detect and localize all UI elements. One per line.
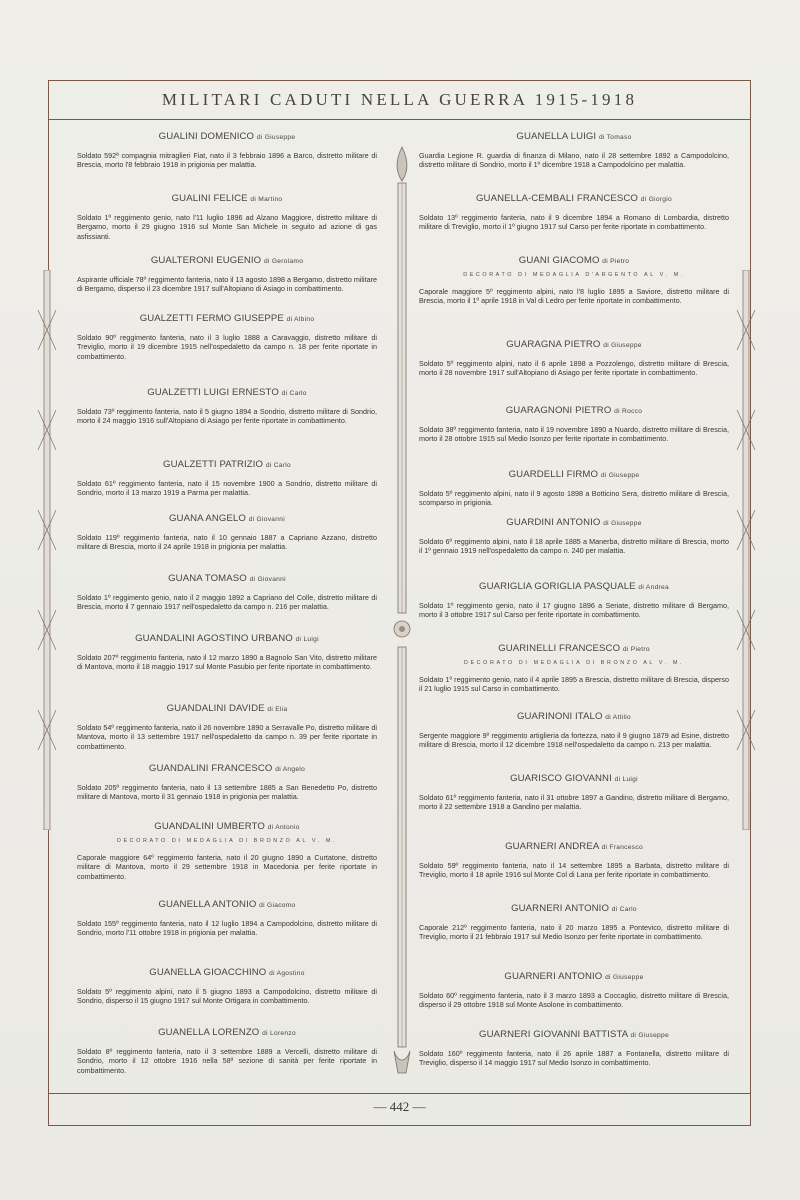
- soldier-description: Soldato 160º reggimento fanteria, nato il 26 aprile 1887 a Fontanella, distretto militare di Treviglio, disperso il 14 maggio 1917 sul Medio Isonzo in combattimento.: [419, 1049, 729, 1068]
- soldier-description: Soldato 207º reggimento fanteria, nato il 12 marzo 1890 a Bagnolo San Vito, distretto militare di Mantova, morto il 18 maggio 1917 sul Monte Pasubio per ferite riportate in combattimento.: [77, 653, 377, 672]
- soldier-name-text: GUARDINI ANTONIO: [506, 517, 601, 528]
- soldier-parent: di Giovanni: [248, 516, 285, 523]
- soldier-name-text: GUANDALINI FRANCESCO: [148, 763, 273, 774]
- soldier-description: Soldato 1º reggimento genio, nato il 17 giugno 1896 a Seriate, distretto militare di Bergamo, morto il 3 ottobre 1917 sul Carso per ferite riportate in combattimento.: [419, 601, 729, 620]
- page-title: MILITARI CADUTI NELLA GUERRA 1915-1918: [161, 90, 638, 109]
- list-item: [77, 313, 377, 361]
- soldier-parent: di Luigi: [614, 776, 638, 783]
- soldier-parent: di Giuseppe: [605, 974, 644, 981]
- soldier-description: Soldato 90º reggimento fanteria, nato il 3 luglio 1888 a Caravaggio, distretto militare di Treviglio, morto il 19 dicembre 1915 nell'ospedaletto da campo n. 18 per ferite riportate in combattimento.: [77, 333, 377, 361]
- soldier-description: Soldato 1º reggimento genio, nato l'11 luglio 1896 ad Alzano Maggiore, distretto militare di Bergamo, morto il 29 giugno 1916 sul Monte San Michele in seguito ad azione di gas asfissianti.: [77, 213, 377, 241]
- soldier-description: Soldato 592ª compagnia mitraglieri Fiat, nato il 3 febbraio 1896 a Barco, distretto militare di Brescia, morto l'8 febbraio 1918 in prigionia per malattia.: [77, 151, 377, 170]
- list-item: [77, 573, 377, 612]
- soldier-description: Soldato 5º reggimento alpini, nato il 9 agosto 1898 a Botticino Sera, distretto militare di Brescia, scomparso in prigionia.: [419, 489, 729, 508]
- soldier-description: Aspirante ufficiale 78º reggimento fanteria, nato il 13 agosto 1898 a Bergamo, distretto militare di Bergamo, disperso il 23 dicembre 1917 sull'Altopiano di Asiago in combattimento.: [77, 275, 377, 294]
- list-item: [77, 633, 377, 672]
- soldier-name-text: GUANA ANGELO: [169, 513, 246, 524]
- soldier-name: [77, 763, 377, 774]
- soldier-name: [77, 193, 377, 204]
- soldier-parent: di Giacomo: [259, 902, 296, 909]
- list-item: [77, 193, 377, 241]
- soldier-parent: di Pietro: [602, 258, 630, 265]
- list-item: [419, 643, 729, 694]
- soldier-name: [419, 339, 729, 350]
- soldier-name-text: GUALINI DOMENICO: [158, 131, 255, 142]
- soldier-name: [77, 313, 377, 324]
- soldier-name: [419, 131, 729, 142]
- soldier-description: Sergente maggiore 9º reggimento artiglieria da fortezza, nato il 9 giugno 1879 ad Esine, distretto militare di Brescia, morto il 12 dicembre 1918 nell'ospedaletto da campo n. 213 per malattia.: [419, 731, 729, 750]
- list-item: [77, 703, 377, 751]
- page-frame: [48, 80, 751, 1126]
- soldier-name: [419, 711, 729, 722]
- soldier-description: Caporale maggiore 64º reggimento fanteria, nato il 20 giugno 1890 a Curtatone, distretto militare di Mantova, morto il 29 settembre 1918 in Macedonia per ferite riportate in combattimento.: [77, 853, 377, 881]
- soldier-name-text: GUANELLA-CEMBALI FRANCESCO: [476, 193, 638, 204]
- soldier-parent: di Giuseppe: [603, 520, 642, 527]
- soldier-parent: di Lorenzo: [262, 1030, 296, 1037]
- soldier-name-text: GUARDELLI FIRMO: [508, 469, 599, 480]
- soldier-description: Soldato 155º reggimento fanteria, nato il 12 luglio 1894 a Campodolcino, distretto militare di Sondrio, morto l'11 ottobre 1918 in prigionia per malattia.: [77, 919, 377, 938]
- soldier-parent: di Attilio: [605, 714, 632, 721]
- soldier-name: [77, 131, 377, 142]
- soldier-description: Soldato 1º reggimento genio, nato il 2 maggio 1892 a Capriano del Colle, distretto militare di Brescia, morto il 7 gennaio 1917 nell'ospedaletto da campo n. 216 per malattia.: [77, 593, 377, 612]
- soldier-parent: di Carlo: [611, 906, 637, 913]
- soldier-parent: di Angelo: [275, 766, 306, 773]
- soldier-parent: di Giuseppe: [630, 1032, 669, 1039]
- list-item: [419, 339, 729, 378]
- soldier-name-text: GUANI GIACOMO: [518, 255, 600, 266]
- list-item: [77, 513, 377, 552]
- soldier-name: [419, 581, 729, 592]
- list-item: [419, 711, 729, 750]
- soldier-name: [419, 773, 729, 784]
- soldier-name-text: GUALZETTI LUIGI ERNESTO: [147, 387, 279, 398]
- fasces-ornament-icon: [392, 141, 412, 1081]
- soldier-parent: di Elia: [267, 706, 288, 713]
- soldier-parent: di Agostino: [269, 970, 305, 977]
- list-item: [419, 581, 729, 620]
- soldier-description: Soldato 73º reggimento fanteria, nato il 5 giugno 1894 a Sondrio, distretto militare di Sondrio, morto il 24 maggio 1916 sull'Altopiano di Asiago per ferite riportate in combattimento.: [77, 407, 377, 426]
- soldier-name-text: GUARINONI ITALO: [516, 711, 603, 722]
- soldier-parent: di Andrea: [638, 584, 669, 591]
- soldier-description: Soldato 38º reggimento fanteria, nato il 19 novembre 1890 a Nuardo, distretto militare di Brescia, morto il 28 ottobre 1915 sul Medio Isonzo per ferite riportate in combattimento.: [419, 425, 729, 444]
- list-item: [77, 255, 377, 294]
- list-item: [77, 387, 377, 426]
- list-item: [77, 821, 377, 881]
- soldier-description: Soldato 8º reggimento fanteria, nato il 3 settembre 1889 a Vercelli, distretto militare di Sondrio, morto il 12 ottobre 1916 nella 58ª sezione di sanità per ferite riportate in combattimento.: [77, 1047, 377, 1075]
- soldier-parent: di Pietro: [622, 646, 650, 653]
- soldier-description: Soldato 60º reggimento fanteria, nato il 3 marzo 1893 a Coccaglio, distretto militare di Brescia, disperso il 29 ottobre 1918 sul Monte Asolone in combattimento.: [419, 991, 729, 1010]
- soldier-name: [419, 1029, 729, 1040]
- soldier-description: Soldato 6º reggimento alpini, nato il 18 aprile 1885 a Manerba, distretto militare di Brescia, morto il 1º gennaio 1919 nell'ospedaletto da campo n. 240 per malattia.: [419, 537, 729, 556]
- soldier-name-text: GUALZETTI FERMO GIUSEPPE: [139, 313, 284, 324]
- soldier-name: [419, 643, 729, 654]
- soldier-name: [77, 459, 377, 470]
- page-header: [49, 81, 750, 120]
- soldier-name-text: GUARNERI ANTONIO: [504, 971, 603, 982]
- soldier-name: [77, 387, 377, 398]
- soldier-name-text: GUANELLA LUIGI: [516, 131, 597, 142]
- list-item: [419, 405, 729, 444]
- list-item: [419, 193, 729, 232]
- right-fasces-icon: [735, 270, 757, 830]
- soldier-description: Soldato 119º reggimento fanteria, nato il 10 gennaio 1887 a Capriano Azzano, distretto militare di Brescia, morto il 24 aprile 1918 in prigionia per malattia.: [77, 533, 377, 552]
- soldier-parent: di Giuseppe: [256, 134, 296, 141]
- list-item: [419, 255, 729, 306]
- soldier-name-text: GUARNERI GIOVANNI BATTISTA: [479, 1029, 628, 1040]
- list-item: [77, 1027, 377, 1075]
- soldier-name: [419, 255, 729, 266]
- soldier-name-text: GUANA TOMASO: [168, 573, 247, 584]
- soldier-parent: di Tomaso: [598, 134, 632, 141]
- list-item: [419, 469, 729, 508]
- soldier-name-text: GUANELLA GIOACCHINO: [149, 967, 267, 978]
- soldier-description: Caporale 212º reggimento fanteria, nato il 20 marzo 1895 a Pontevico, distretto militare di Treviglio, morto il 21 febbraio 1917 sul Medio Isonzo per ferite riportate in combattimento.: [419, 923, 729, 942]
- soldier-name-text: GUALZETTI PATRIZIO: [163, 459, 264, 470]
- soldier-name-text: GUARAGNA PIETRO: [506, 339, 601, 350]
- soldier-name: [77, 967, 377, 978]
- list-item: [419, 517, 729, 556]
- soldier-name: [77, 899, 377, 910]
- list-item: [77, 899, 377, 938]
- honor-decoration: DECORATO DI MEDAGLIA DI BRONZO AL V. M.: [116, 838, 338, 844]
- soldier-name-text: GUANDALINI DAVIDE: [166, 703, 265, 714]
- list-item: [77, 459, 377, 498]
- soldier-name: [77, 255, 377, 266]
- soldier-name: [419, 903, 729, 914]
- soldier-name: [419, 469, 729, 480]
- soldier-name-text: GUALTERONI EUGENIO: [150, 255, 262, 266]
- soldier-name: [419, 193, 729, 204]
- soldier-parent: di Martino: [250, 196, 283, 203]
- soldier-parent: di Francesco: [601, 844, 643, 851]
- soldier-parent: di Giuseppe: [600, 472, 640, 479]
- soldier-parent: di Antonio: [267, 824, 300, 831]
- soldier-name-text: GUARNERI ANDREA: [505, 841, 599, 852]
- soldier-name: [77, 633, 377, 644]
- soldier-name: [419, 841, 729, 852]
- soldier-description: Soldato 5º reggimento alpini, nato il 5 giugno 1893 a Campodolcino, distretto militare di Sondrio, disperso il 15 giugno 1917 sul Monte Ortigara in combattimento.: [77, 987, 377, 1006]
- soldier-parent: di Carlo: [281, 390, 307, 397]
- list-item: [419, 1029, 729, 1068]
- honor-decoration: DECORATO DI MEDAGLIA D'ARGENTO AL V. M.: [463, 272, 685, 278]
- soldier-description: Soldato 61º reggimento fanteria, nato il 15 novembre 1900 a Sondrio, distretto militare di Sondrio, morto il 13 marzo 1919 a Parma per malattia.: [77, 479, 377, 498]
- soldier-name: [77, 1027, 377, 1038]
- soldier-name: [77, 513, 377, 524]
- list-item: [419, 971, 729, 1010]
- soldier-name-text: GUARINELLI FRANCESCO: [498, 643, 621, 654]
- soldier-description: Soldato 5º reggimento alpini, nato il 6 aprile 1898 a Pozzolengo, distretto militare di Brescia, morto il 28 novembre 1917 sull'Altopiano di Asiago per ferite riportate in combattimento.: [419, 359, 729, 378]
- soldier-parent: di Albino: [286, 316, 315, 323]
- soldier-description: Soldato 13º reggimento fanteria, nato il 9 dicembre 1894 a Romano di Lombardia, distretto militare di Treviglio, morto il 1º giugno 1917 sul Carso per ferite riportate in combattimento.: [419, 213, 729, 232]
- list-item: [419, 773, 729, 812]
- soldier-parent: di Giovanni: [249, 576, 286, 583]
- soldier-description: Soldato 54º reggimento fanteria, nato il 26 novembre 1890 a Serravalle Po, distretto militare di Mantova, morto il 13 settembre 1917 nell'ospedaletto da campo n. 39 per ferite riportate in combattimento.: [77, 723, 377, 751]
- list-item: [77, 967, 377, 1006]
- soldier-description: Guardia Legione R. guardia di finanza di Milano, nato il 28 settembre 1892 a Campodolcino, distretto militare di Sondrio, morto il 1º dicembre 1918 a Campodolcino per malattia.: [419, 151, 729, 170]
- soldier-name: [77, 573, 377, 584]
- list-item: [77, 131, 377, 170]
- soldier-parent: di Giuseppe: [603, 342, 642, 349]
- page-number: — 442 —: [373, 1099, 426, 1114]
- soldier-name-text: GUARNERI ANTONIO: [511, 903, 610, 914]
- soldier-name-text: GUALINI FELICE: [171, 193, 248, 204]
- soldier-name: [77, 703, 377, 714]
- soldier-name-text: GUANELLA LORENZO: [158, 1027, 260, 1038]
- list-item: [419, 903, 729, 942]
- soldier-name: [77, 821, 377, 832]
- soldier-description: Caporale maggiore 5º reggimento alpini, nato l'8 luglio 1895 a Saviore, distretto militare di Brescia, morto il 1º aprile 1918 in Val di Ledro per ferite riportate in combattimento.: [419, 287, 729, 306]
- soldier-parent: di Luigi: [295, 636, 319, 643]
- list-item: [419, 131, 729, 170]
- soldier-name: [419, 517, 729, 528]
- soldier-parent: di Giorgio: [640, 196, 672, 203]
- soldier-name: [419, 971, 729, 982]
- list-item: [419, 841, 729, 880]
- soldier-description: Soldato 205º reggimento fanteria, nato il 13 settembre 1885 a San Benedetto Po, distretto militare di Mantova, morto il 31 gennaio 1918 in prigionia per malattia.: [77, 783, 377, 802]
- footer-rule: [49, 1093, 750, 1094]
- soldier-name-text: GUANDALINI AGOSTINO URBANO: [135, 633, 293, 644]
- soldier-name: [419, 405, 729, 416]
- honor-decoration: DECORATO DI MEDAGLIA DI BRONZO AL V. M.: [463, 660, 685, 666]
- soldier-name-text: GUARAGNONI PIETRO: [505, 405, 612, 416]
- soldier-parent: di Rocco: [614, 408, 643, 415]
- soldier-description: Soldato 59º reggimento fanteria, nato il 14 settembre 1895 a Barbata, distretto militare di Treviglio, morto il 18 aprile 1916 sul Monte Col di Lana per ferite riportate in combattimento.: [419, 861, 729, 880]
- soldier-parent: di Carlo: [265, 462, 291, 469]
- soldier-name-text: GUANDALINI UMBERTO: [154, 821, 265, 832]
- left-fasces-icon: [36, 270, 58, 830]
- soldier-description: Soldato 1º reggimento genio, nato il 4 aprile 1895 a Brescia, distretto militare di Brescia, disperso il 21 luglio 1915 sul Carso in combattimento.: [419, 675, 729, 694]
- soldier-name-text: GUARIGLIA GORIGLIA PASQUALE: [479, 581, 636, 592]
- soldier-parent: di Gerolamo: [263, 258, 304, 265]
- list-item: [77, 763, 377, 802]
- soldier-name-text: GUARISCO GIOVANNI: [510, 773, 612, 784]
- soldier-name-text: GUANELLA ANTONIO: [158, 899, 257, 910]
- soldier-description: Soldato 61º reggimento fanteria, nato il 31 ottobre 1897 a Gandino, distretto militare di Bergamo, morto il 22 settembre 1918 a Gandino per malattia.: [419, 793, 729, 812]
